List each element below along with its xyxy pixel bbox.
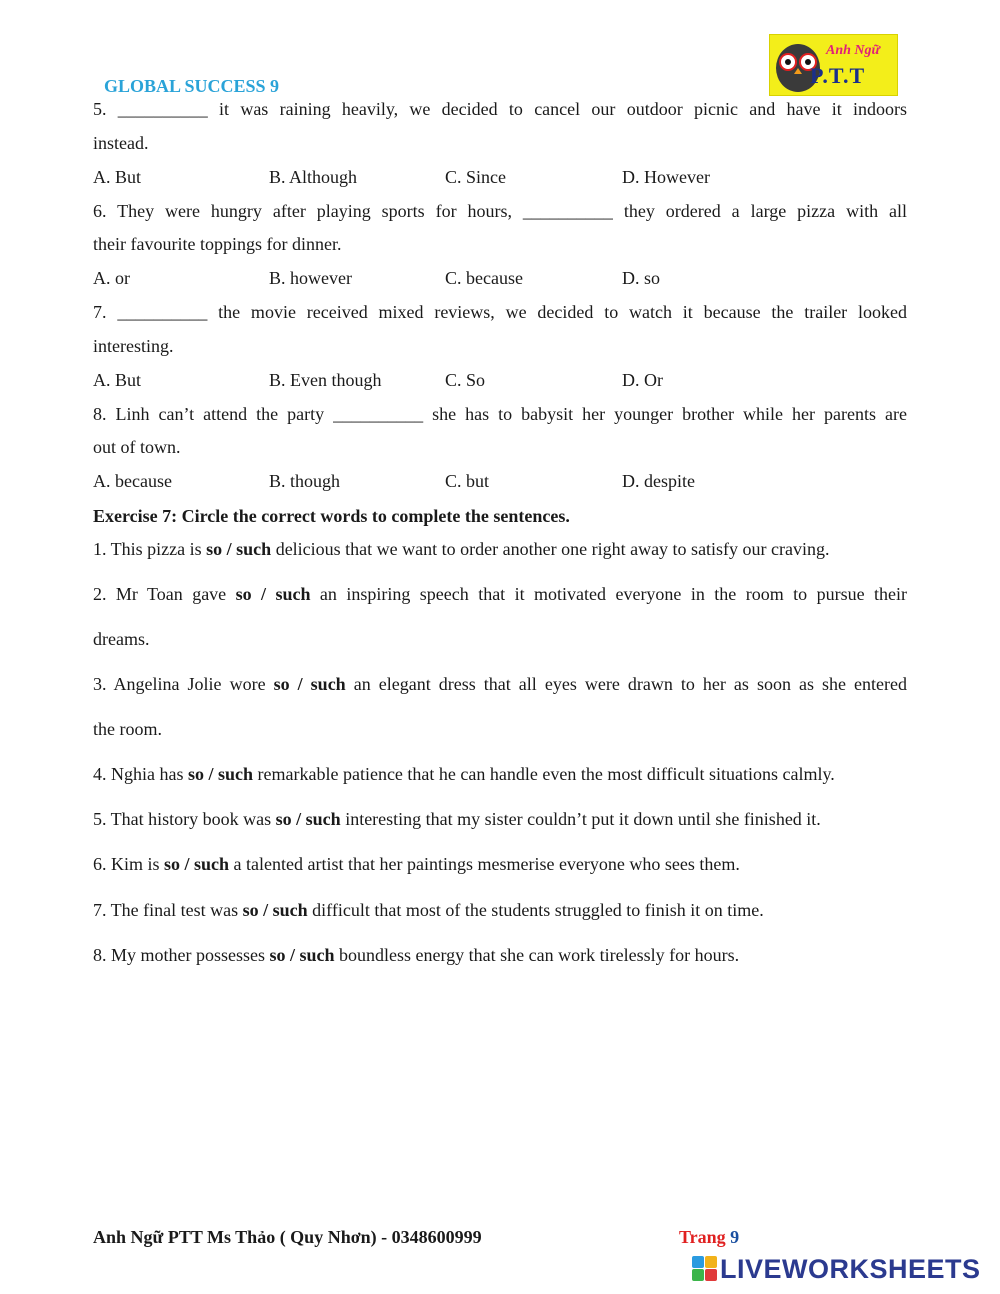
question-8-line2: out of town. [93, 437, 181, 457]
ex7-item-6 [93, 854, 907, 875]
option-d[interactable]: D. despite [622, 471, 695, 491]
question-8-options [93, 471, 907, 495]
so-such-choice[interactable]: so / such [273, 674, 346, 694]
ex7-item-3-cont: the room. [93, 719, 162, 739]
ex7-item-3 [93, 674, 907, 695]
ex7-item-2-cont: dreams. [93, 629, 150, 649]
question-5-line1: 5. __________ it was raining heavily, we decided to cancel our outdoor picnic and have it indoors [93, 99, 907, 119]
ex7-item-4-post: remarkable patience that he can handle even the most difficult situations calmly. [253, 764, 835, 784]
question-8-line1: 8. Linh can’t attend the party __________ she has to babysit her younger brother while her parents are [93, 404, 907, 424]
question-5-line2: instead. [93, 133, 149, 153]
ex7-item-8-pre: 8. My mother possesses [93, 945, 270, 965]
ex7-item-1-pre: 1. This pizza is [93, 539, 207, 559]
option-b[interactable]: B. however [269, 268, 352, 288]
page-label: Trang [679, 1227, 726, 1247]
ex7-item-4-pre: 4. Nghia has [93, 764, 188, 784]
logo-bottom-text: P.T.T [810, 63, 866, 88]
question-6-options [93, 268, 907, 292]
page-number: 9 [730, 1227, 740, 1247]
ex7-item-7-pre: 7. The final test was [93, 900, 243, 920]
so-such-choice[interactable]: so / such [275, 809, 341, 829]
ex7-item-8 [93, 945, 907, 966]
option-d[interactable]: D. Or [622, 370, 663, 390]
liveworksheets-logo-icon [692, 1256, 718, 1284]
ex7-item-6-post: a talented artist that her paintings mesmerise everyone who sees them. [229, 854, 740, 874]
ex7-item-1-post: delicious that we want to order another one right away to satisfy our craving. [271, 539, 830, 559]
option-b[interactable]: B. Even though [269, 370, 382, 390]
logo-top-text: Anh Ngữ [826, 43, 880, 58]
so-such-choice[interactable]: so / such [206, 539, 272, 559]
ex7-item-7 [93, 900, 907, 921]
liveworksheets-text: LIVEWORKSHEETS [720, 1254, 981, 1284]
question-7-options [93, 370, 907, 394]
so-such-choice[interactable]: so / such [242, 900, 308, 920]
ex7-item-7-post: difficult that most of the students struggled to finish it on time. [307, 900, 764, 920]
ex7-item-3-post: an elegant dress that all eyes were drawn to her as soon as she entered [345, 674, 908, 694]
option-b[interactable]: B. Although [269, 167, 358, 187]
question-6-line1: 6. They were hungry after playing sports for hours, __________ they ordered a large pizza with all [93, 201, 907, 221]
question-5-options [93, 167, 907, 191]
logo [769, 34, 898, 96]
ex7-item-3-pre: 3. Angelina Jolie wore [93, 674, 274, 694]
ex7-item-8-post: boundless energy that she can work tirelessly for hours. [334, 945, 740, 965]
series-title: GLOBAL SUCCESS 9 [104, 76, 280, 96]
exercise-7-title: Exercise 7: Circle the correct words to complete the sentences. [93, 506, 570, 526]
question-6-line2: their favourite toppings for dinner. [93, 234, 342, 254]
ex7-item-2 [93, 584, 907, 605]
option-d[interactable]: D. so [622, 268, 661, 288]
question-7-line1: 7. __________ the movie received mixed reviews, we decided to watch it because the trailer looked [93, 302, 907, 322]
so-such-choice[interactable]: so / such [164, 854, 230, 874]
page-indicator [679, 1227, 739, 1248]
ex7-item-2-post: an inspiring speech that it motivated everyone in the room to pursue their [310, 584, 907, 604]
ex7-item-4 [93, 764, 907, 785]
ex7-item-5-post: interesting that my sister couldn’t put it down until she finished it. [340, 809, 821, 829]
so-such-choice[interactable]: so / such [269, 945, 335, 965]
option-c[interactable]: C. Since [445, 167, 506, 187]
option-c[interactable]: C. because [445, 268, 523, 288]
ex7-item-5-pre: 5. That history book was [93, 809, 276, 829]
option-a[interactable]: A. or [93, 268, 130, 288]
ex7-item-5 [93, 809, 907, 830]
option-c[interactable]: C. but [445, 471, 490, 491]
so-such-choice[interactable]: so / such [187, 764, 254, 784]
question-7-line2: interesting. [93, 336, 174, 356]
option-a[interactable]: A. because [93, 471, 172, 491]
option-b[interactable]: B. though [269, 471, 341, 491]
option-a[interactable]: A. But [93, 370, 142, 390]
ex7-item-6-pre: 6. Kim is [93, 854, 165, 874]
ex7-item-1 [93, 539, 907, 560]
option-d[interactable]: D. However [622, 167, 710, 187]
option-c[interactable]: C. So [445, 370, 486, 390]
option-a[interactable]: A. But [93, 167, 142, 187]
so-such-choice[interactable]: so / such [235, 584, 311, 604]
ex7-item-2-pre: 2. Mr Toan gave [93, 584, 236, 604]
footer-contact: Anh Ngữ PTT Ms Thảo ( Quy Nhơn) - 0348600999 [93, 1227, 482, 1247]
